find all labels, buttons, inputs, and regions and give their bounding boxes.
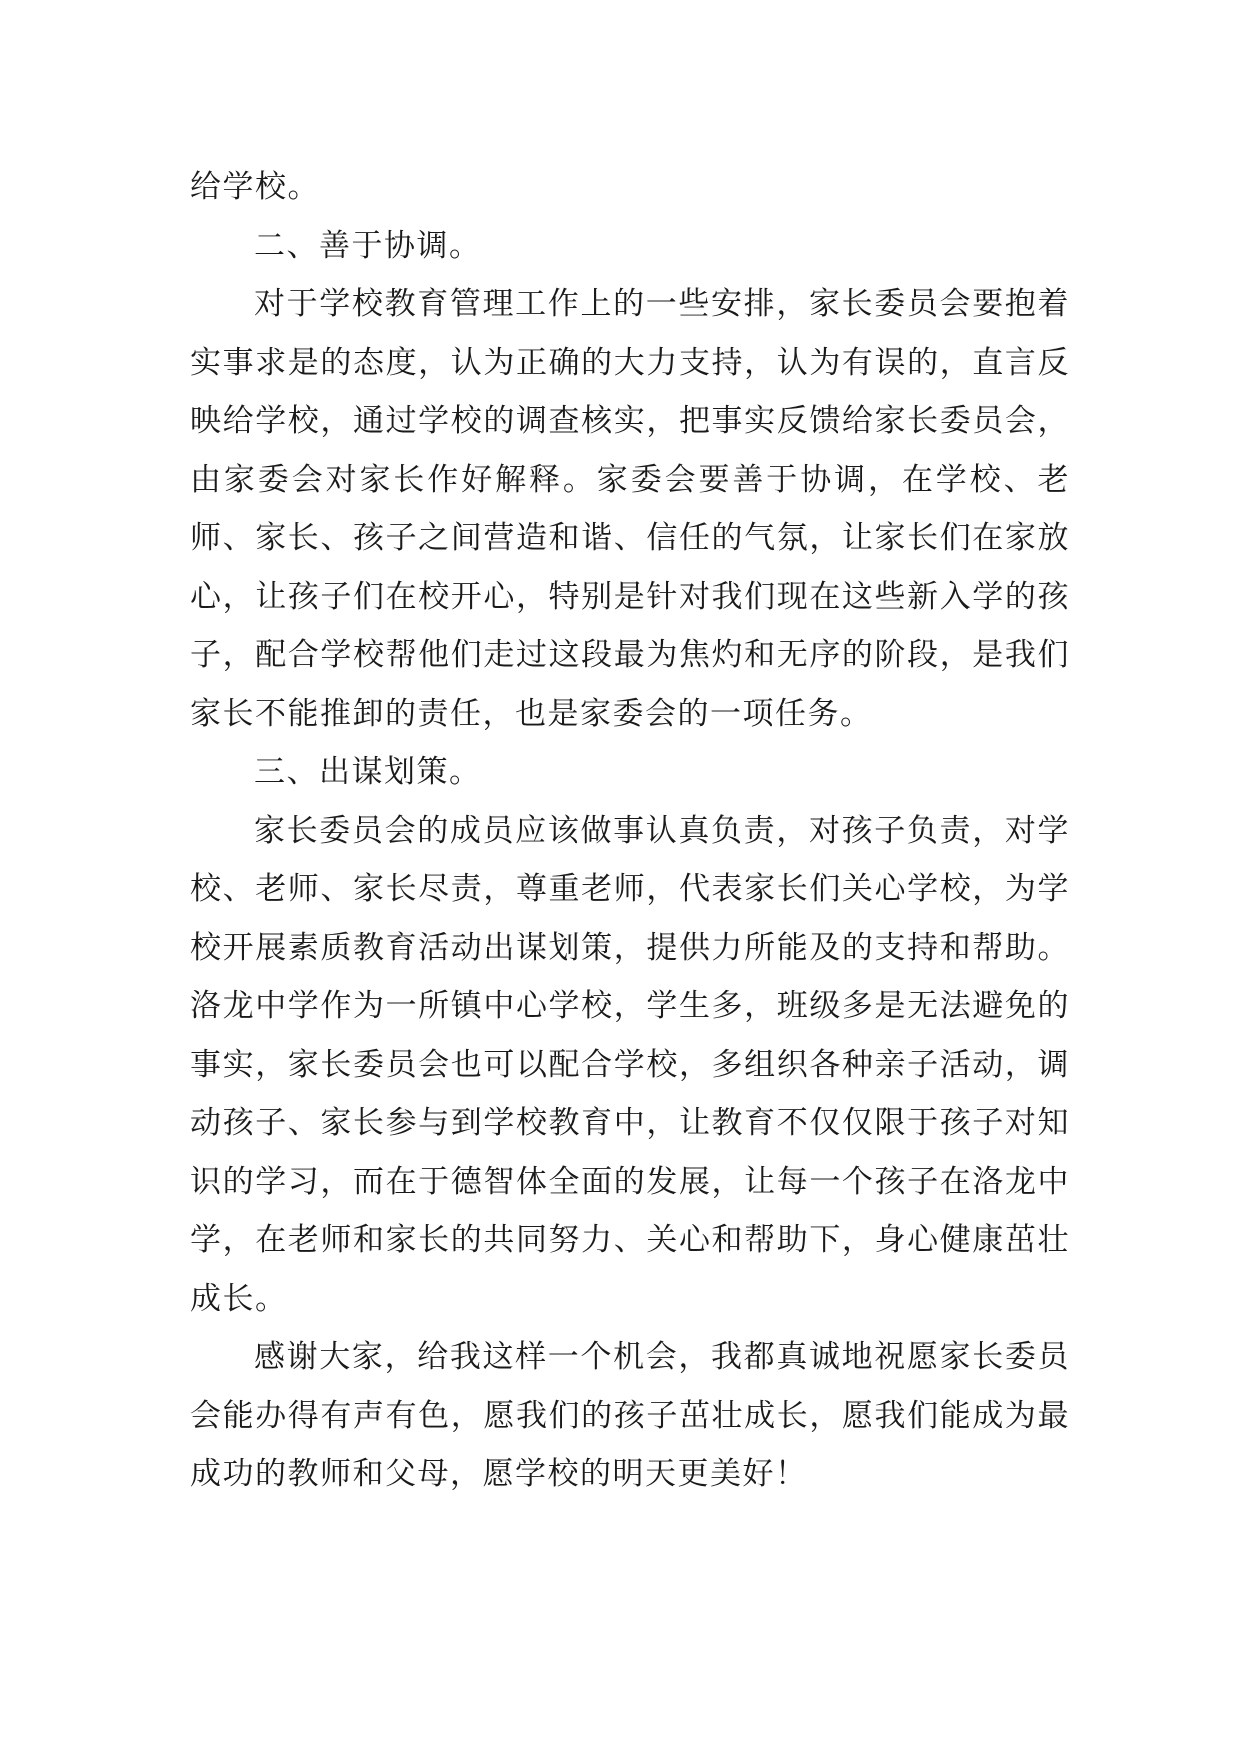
document-body [190, 158, 1070, 1504]
paragraph-closing: 感谢大家，给我这样一个机会，我都真诚地祝愿家长委员会能办得有声有色，愿我们的孩子茁壮成长，愿我们能成为最成功的教师和父母，愿学校的明天更美好！ [190, 1339, 1070, 1492]
section-heading-advise: 三、出谋划策。 [254, 754, 482, 790]
paragraph-advise-body: 家长委员会的成员应该做事认真负责，对孩子负责，对学校、老师、家长尽责，尊重老师，代表家长们关心学校，为学校开展素质教育活动出谋划策，提供力所能及的支持和帮助。洛龙中学作为一所镇中心学校，学生多，班级多是无法避免的事实，家长委员会也可以配合学校，多组织各种亲子活动，调动孩子、家长参与到学校教育中，让教育不仅仅限于孩子对知识的学习，而在于德智体全面的发展，让每一个孩子在洛龙中学，在老师和家长的共同努力、关心和帮助下，身心健康茁壮成长。 [190, 812, 1070, 1317]
paragraph-continuation: 给学校。 [190, 169, 320, 205]
paragraph-coordinate-body: 对于学校教育管理工作上的一些安排，家长委员会要抱着实事求是的态度，认为正确的大力支持，认为有误的，直言反映给学校，通过学校的调查核实，把事实反馈给家长委员会，由家委会对家长作好解释。家委会要善于协调，在学校、老师、家长、孩子之间营造和谐、信任的气氛，让家长们在家放心，让孩子们在校开心，特别是针对我们现在这些新入学的孩子，配合学校帮他们走过这段最为焦灼和无序的阶段，是我们家长不能推卸的责任，也是家委会的一项任务。 [190, 286, 1070, 732]
section-heading-coordinate: 二、善于协调。 [254, 227, 482, 264]
